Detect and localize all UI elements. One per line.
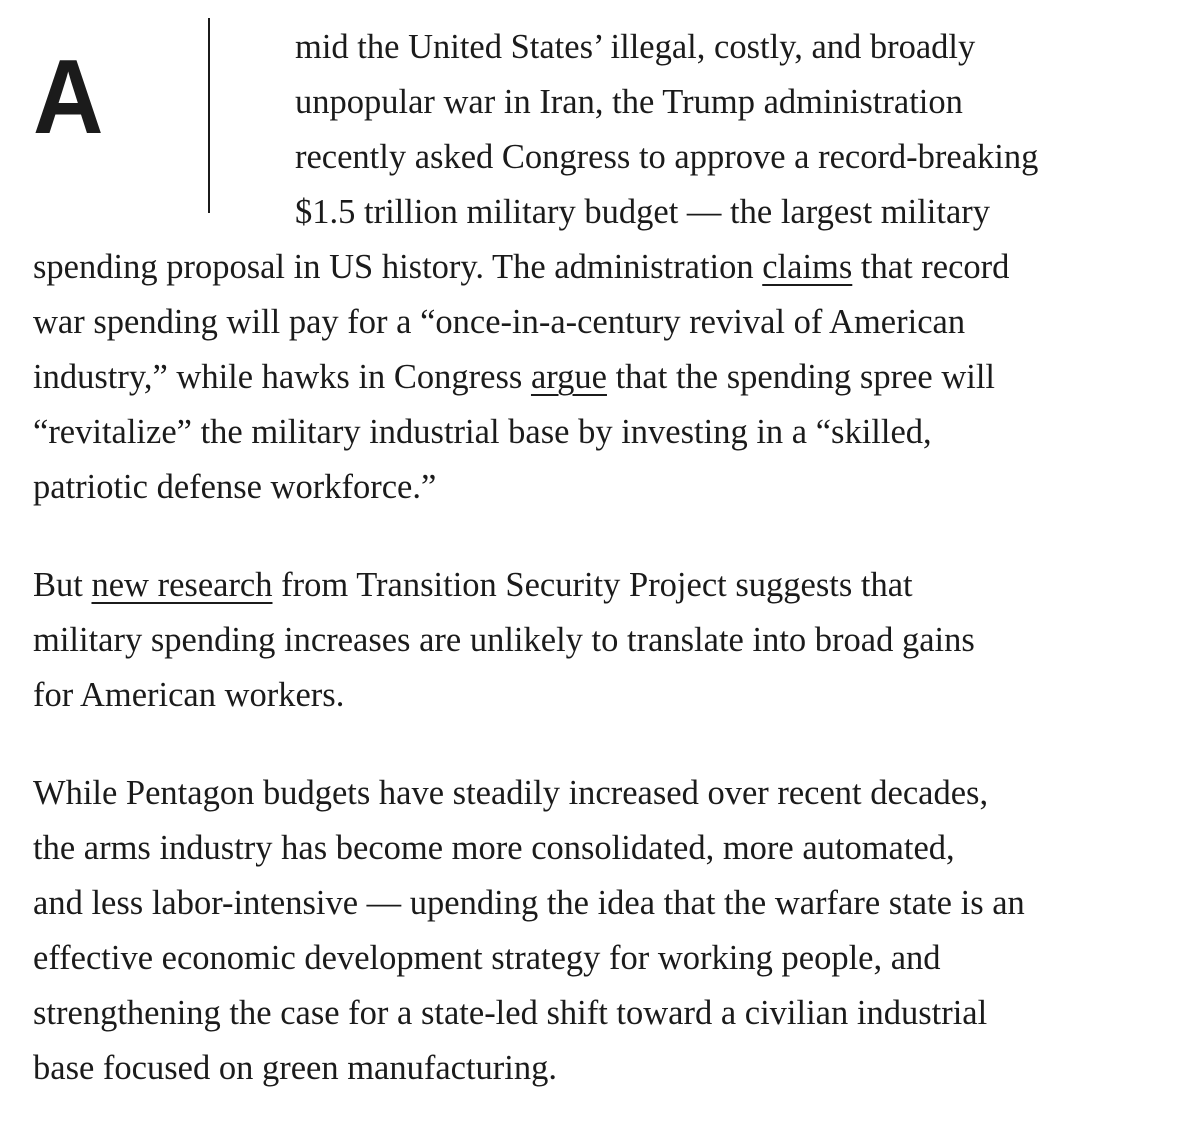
paragraph-2-line-3: for American workers. bbox=[33, 676, 345, 714]
drop-cap: A bbox=[33, 38, 104, 156]
paragraph-1-line-5-text-b: that record bbox=[852, 248, 1010, 286]
paragraph-1-line-5 bbox=[33, 240, 1173, 295]
paragraph-1-line-7-text-b: that the spending spree will bbox=[606, 358, 996, 396]
paragraph-2-line-1 bbox=[33, 558, 1173, 613]
claims-link[interactable]: claims bbox=[762, 248, 853, 286]
argue-link[interactable]: argue bbox=[530, 358, 607, 396]
paragraph-1-line-4: $1.5 trillion military budget — the largest military bbox=[295, 193, 991, 231]
drop-cap-divider bbox=[208, 18, 210, 213]
paragraph-3-line-5: strengthening the case for a state-led shift toward a civilian industrial bbox=[33, 994, 988, 1032]
paragraph-3-line-3: and less labor-intensive — upending the idea that the warfare state is an bbox=[33, 884, 1025, 922]
paragraph-1-line-5-text-a: spending proposal in US history. The administration bbox=[33, 248, 763, 286]
paragraph-2 bbox=[33, 558, 1173, 723]
paragraph-3-line-6: base focused on green manufacturing. bbox=[33, 1049, 558, 1087]
paragraph-3-line-4: effective economic development strategy for working people, and bbox=[33, 939, 941, 977]
paragraph-1-line-9: patriotic defense workforce.” bbox=[33, 468, 437, 506]
new-research-link[interactable]: new research bbox=[91, 566, 273, 604]
paragraph-2-line-1-text-a: But bbox=[33, 566, 92, 604]
paragraph-3-line-1: While Pentagon budgets have steadily increased over recent decades, bbox=[33, 774, 989, 812]
article-body bbox=[33, 18, 1173, 1096]
paragraph-1-line-2: unpopular war in Iran, the Trump administration bbox=[295, 83, 963, 121]
paragraph-3-line-2: the arms industry has become more consolidated, more automated, bbox=[33, 829, 955, 867]
paragraph-2-line-1-text-b: from Transition Security Project suggests that bbox=[272, 566, 913, 604]
paragraph-3 bbox=[33, 766, 1173, 1096]
paragraph-1-line-3: recently asked Congress to approve a record-breaking bbox=[295, 138, 1039, 176]
paragraph-1-line-7 bbox=[33, 350, 1173, 405]
paragraph-1-line-8: “revitalize” the military industrial base by investing in a “skilled, bbox=[33, 413, 932, 451]
paragraph-1-line-7-text-a: industry,” while hawks in Congress bbox=[33, 358, 531, 396]
paragraph-1-line-6: war spending will pay for a “once-in-a-century revival of American bbox=[33, 303, 966, 341]
paragraph-2-line-2: military spending increases are unlikely to translate into broad gains bbox=[33, 621, 975, 659]
paragraph-1 bbox=[33, 20, 1173, 515]
paragraph-1-line-1: mid the United States’ illegal, costly, and broadly bbox=[295, 28, 976, 66]
